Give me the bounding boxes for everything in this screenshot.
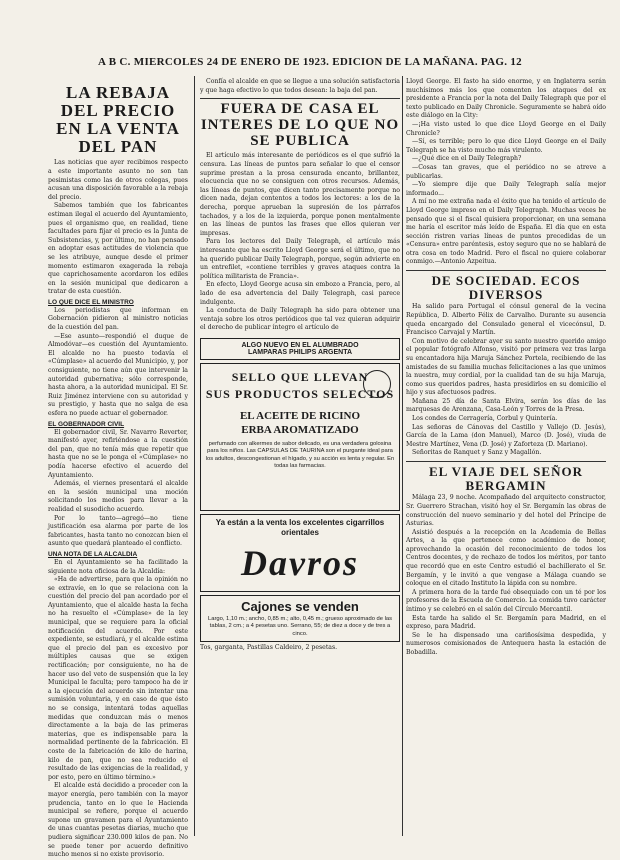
article-title-bergamin: EL VIAJE DEL SEÑOR BERGAMIN xyxy=(429,464,583,493)
paragraph: A primera hora de la tarde fué obsequiado con un té por los profesores de la Escuela de Comercio. La comida tuvo carácter íntimo y se celebró en el salón del Círculo Mercantil. xyxy=(406,588,606,614)
column-rule xyxy=(194,76,195,836)
ad-ricino-line: EL ACEITE DE RICINO xyxy=(239,409,361,422)
column-right xyxy=(406,78,606,658)
paragraph: Por lo tanto—agregó—no tiene justificación esa alarma por parte de los fabricantes, hasta tanto no conozcan bien el asunto que quedará planteado el conflicto. xyxy=(48,514,188,548)
paragraph: Además, el viernes presentará el alcalde en la sesión municipal una moción solicitando los medios para llevar a la realidad el susodicho acuerdo. xyxy=(48,480,188,513)
paragraph: «Ha de advertirse, para que la opinión no se extravíe, en lo que se relaciona con la cuestión del precio del pan acordado por el Ayuntamiento, que el alcalde hasta la fecha no ha resuelto el «Cúmplase» de la ley municipal, que se requiere para la oficial notificación del acuerdo. Por este expediente, se estudiará, y el alcalde estima que el precio del pan es excesivo por múltiples causas que se exigen rectificación; por consiguiente, no ha de hacer uso del veto de suspensión que la ley Municipal le faculta; pero tampoco ha de ir a la ejecución del acuerdo sin intentar una sumisión voluntaria, y en caso de que ésto no se consiga, intentará todas aquellas medidas que conduzcan más o menos directamente a la baja de las primeras materias, que es indispensable para la normalidad pertinente de la fabricación. El coste de la fabricación de kilo de harina, kilo de pan, que no sea reducido el resultado de las exigencias de la realidad, y por esto, pero en último término.» xyxy=(48,576,188,781)
divider xyxy=(406,461,606,462)
ad-line: Ya están a la venta los excelentes cigarrillos orientales xyxy=(215,517,385,537)
paragraph: Las noticias que ayer recibimos respecto a este importante asunto no son tan pesimistas como las de otros colegas, pues acusan una disposición favorable a la rebaja del precio. xyxy=(48,159,188,201)
seal-icon xyxy=(363,370,391,398)
ad-sello-line: SUS PRODUCTOS SELECTOS xyxy=(205,386,395,401)
paragraph: En efecto, Lloyd George acusa sin embozo a Francia, pero, al lado de esa advertencia del Daily Telegraph, casi parece indulgente. xyxy=(200,281,400,306)
paragraph: Asistió después a la recepción en la Academia de Bellas Artes, a la que pertenece como académico de honor, aprovechando la ocasión del reconocimiento de todos los Centros docentes, y de rechazo de todos los méritos, por tanto que recordó que en este Centro estudió el bachillerato el Sr. Bergamín, y le invitó a que vengase a Málaga cuando se coloque en el citado Instituto la lápida con su nombre. xyxy=(406,528,606,588)
ad-davros xyxy=(200,514,400,592)
paragraph: Sabemos también que los fabricantes estiman ilegal el acuerdo del Ayuntamiento, pues el organismo que, en realidad, tiene facultades para fijar el precio es la Junta de Subsistencias, y, por último, no han pensado en adoptar esas actitudes de violencia que se les atribuye, aunque desde el primer momento estimaron exagerada la rebaja que caprichosamente acordaron los ediles en la sesión municipal que dedicaron a tratar de esta cuestión. xyxy=(48,202,188,296)
section-title-society: DE SOCIEDAD. ECOS DIVERSOS xyxy=(431,273,581,302)
ad-body: Largo, 1,10 m.; ancho, 0,85 m.; alto, 0,45 m.; grueso aproximado de las tablas, 2 cm.; a 4 pesetas uno. Serrano, 55; de diez a doce y de tres a cinco. xyxy=(208,615,392,637)
paragraph: Málaga 23, 9 noche. Acompañado del arquitecto constructor, Sr. Guerrero Strachan, visitó hoy el Sr. Bergamín las obras de construcción del nuevo seminario y del hotel del Príncipe de Asturias. xyxy=(406,494,606,528)
paragraph: Lloyd George. El fasto ha sido enorme, y en Inglaterra serán muchísimos más los que comenten los ataques del ex presidente a Francia por la nota del Daily Telegraph que por el texto publicado en Daily Chronicle. Seguramente se habrá oído este diálogo en la City: xyxy=(406,78,606,120)
paragraph: —Cosas tan graves, que el periódico no se atreve a publicarlas. xyxy=(406,163,606,180)
paragraph: Esta tarde ha salido el Sr. Bergamín para Madrid, en el expreso, para Madrid. xyxy=(406,614,606,631)
ad-body: perfumado con alkermes de sabor delicado, es una verdadera golosina para los niños. Las CAPSULAS DE TAURINA son el purgante ideal para los adultos, descongestionan el hígado, y su acción es lenta y regular. En todas las farmacias. xyxy=(205,440,395,470)
subheading: UNA NOTA DE LA ALCALDIA xyxy=(48,550,138,558)
paragraph: —Ese asunto—respondió el duque de Almodóvar—es cuestión del Ayuntamiento. El alcalde no ha puesto todavía el «Cúmplase» al acuerdo del Municipio, y, por consiguiente, no tiene aún que intervenir la autoridad gubernativa; sólo corresponde, hasta ahora, a la autoridad municipal. El Sr. Ruiz Jiménez interviene con su autoridad y su prestigio, y hasta que no salga de esa esfera no puede actuar el gobernador. xyxy=(48,332,188,417)
ad-cajones xyxy=(200,595,400,643)
ad-title: Cajones se venden xyxy=(241,598,359,614)
subheading: EL GOBERNADOR CIVIL xyxy=(48,420,125,428)
article-title-bread: LA REBAJA DEL PRECIO EN LA VENTA DEL PAN xyxy=(56,83,180,156)
column-rule xyxy=(402,76,403,836)
ad-sello-line: SELLO QUE LLEVAN xyxy=(231,369,369,384)
paragraph: Señoritas de Ranquet y Sanz y Magallón. xyxy=(412,449,542,457)
paragraph: A mí no me extraña nada el éxito que ha tenido el artículo de Lloyd George impreso en el Daily Telegraph. Muchas veces he pensado que si el fiscal quisiera proporcionar, en una semana me haría el escritor más leído de España. El día que en esta sección ristren varias líneas de puntos precedidas de un «Censura» entre paréntesis, estoy seguro que no se hablará de otra cosa en todo Madrid. Pero el fiscal no quiere colaborar conmigo.—Antonio Azpeitua. xyxy=(406,198,606,266)
paragraph: Los periodistas que informan en Gobernación pidieron al ministro noticias de la cuestión del pan. xyxy=(48,306,188,332)
ad-philips xyxy=(200,338,400,360)
column-left xyxy=(48,78,188,860)
paragraph: —¡Ha visto usted lo que dice Lloyd George en el Daily Chronicle? xyxy=(406,120,606,137)
paragraph: El artículo más interesante de periódicos es el que sufrió la censura. Las líneas de puntos para señalar lo que el censor suprime prestan a la prosa censurada encanto, brillantez, elocuencia que no se consiguen con otros recursos. Además, las líneas de puntos, que dicen tanto precisamente porque no dicen nada, dejan contentos a todos los lectores: a los de la derecha, porque aprueban la supresión de los párrafos tachados, y a los de la izquierda, porque ponen mentalmente en las líneas de puntos las frases que ellos quieran ver impresas. xyxy=(200,152,400,237)
paragraph: El gobernador civil, Sr. Navarro Reverter, manifestó ayer, refiriéndose a la cuestión del pan, que no tenía más que repetir que hasta que no se le ponga el «Cúmplase» no podía hacerse efectivo el acuerdo del Ayuntamiento. xyxy=(48,428,188,479)
page-header: A B C. MIERCOLES 24 DE ENERO DE 1923. EDICION DE LA MAÑANA. PAG. 12 xyxy=(98,56,522,68)
divider xyxy=(406,270,606,271)
paragraph: Con motivo de celebrar ayer su santo nuestro querido amigo el popular fotógrafo Alfonso, visitó por primera vez tras larga su encantadora hija Maruja Sánchez Portela, recibiendo de las amistades de su familia muchas felicitaciones a las que unimos la nuestra, muy cordial, por la cualidad tan de su hija Maruja, como sus queridos padres, hasta presidirlos en su domicilio el hijo y sus afectuosos padres. xyxy=(406,337,606,397)
paragraph: —¿Qué dice en el Daily Telegraph? xyxy=(412,155,522,163)
paragraph: Para los lectores del Daily Telegraph, el artículo más interesante que ha escrito Lloyd George será el último, que no ha querido publicar Daily Telegraph, porque, según advierte en un entrefilet, «contiene terribles y graves ataques contra la política militarista de Francia». xyxy=(200,238,400,280)
paragraph: —Yo siempre dije que Daily Telegraph salía mejor informado... xyxy=(406,181,606,197)
paragraph: Los condes de Cerragería, Corbul y Quintería. xyxy=(412,415,558,423)
ad-ricino xyxy=(200,363,400,511)
divider xyxy=(200,98,400,99)
paragraph: El alcalde está decidido a proceder con la mayor energía, pero también con la mayor prudencia, tanto en lo que le Hacienda municipal se refiere, porque el acuerdo supone un gravamen para el Ayuntamiento de unas cuantas pesetas diarias, mucho que pudiera significar 230.000 kilos de pan. No se puede tener por acuerdo definitivo mucho menos si no existe provisorio. xyxy=(48,782,188,859)
ad-line: ALGO NUEVO EN EL ALUMBRADO xyxy=(241,341,359,349)
paragraph: —Sí, es terrible; pero lo que dice Lloyd George en el Daily Telegraph se ha visto mucho más virulento. xyxy=(406,138,606,154)
ad-ricino-line: ERBA AROMATIZADO xyxy=(241,423,359,436)
column-middle xyxy=(200,78,400,653)
paragraph: Se le ha dispensado una cariñosísima despedida, y numerosos comisionados de Antequera hasta la estación de Bobadilla. xyxy=(406,631,606,656)
article-title-censorship: FUERA DE CASA EL INTERES DE LO QUE NO SE PUBLICA xyxy=(200,101,400,149)
paragraph: En el Ayuntamiento se ha facilitado la siguiente nota oficiosa de la Alcaldía: xyxy=(48,558,188,575)
bottom-ad-line: Tos, garganta, Pastillas Caldeiro, 2 pesetas. xyxy=(200,644,338,652)
paragraph: Las señoras de Cánovas del Castillo y Vallejo (D. Jesús), García de la Lama (don Manuel), Marco (D. José), viuda de Mestre Martínez, Vena (D. José) y Zaforteza (D. Mariano). xyxy=(406,423,606,448)
paragraph: Mañana 25 día de Santa Elvira, serán los días de las marquesas de Arenzana, Casa-León y Torres de la Presa. xyxy=(406,397,606,414)
paragraph: Ha salido para Portugal el cónsul general de la vecina República, D. Alberto Félix de Carvalho. Durante su ausencia queda encargado del Consulado general el vicecónsul, D. Francisco Carvajal y Martín. xyxy=(406,303,606,337)
brand-logo: Davros xyxy=(241,542,359,583)
subheading: LO QUE DICE EL MINISTRO xyxy=(48,298,134,306)
paragraph: La conducta de Daily Telegraph ha sido para obtener una ventaja sobre los otros periódicos que tal vez quieran adquirir el derecho de publicar íntegro el artículo de xyxy=(200,307,400,332)
paragraph: Confía el alcalde en que se llegue a una solución satisfactoria y que haga efectivo lo que todos desean: la baja del pan. xyxy=(200,78,400,94)
ad-line: LAMPARAS PHILIPS ARGENTA xyxy=(247,348,353,356)
